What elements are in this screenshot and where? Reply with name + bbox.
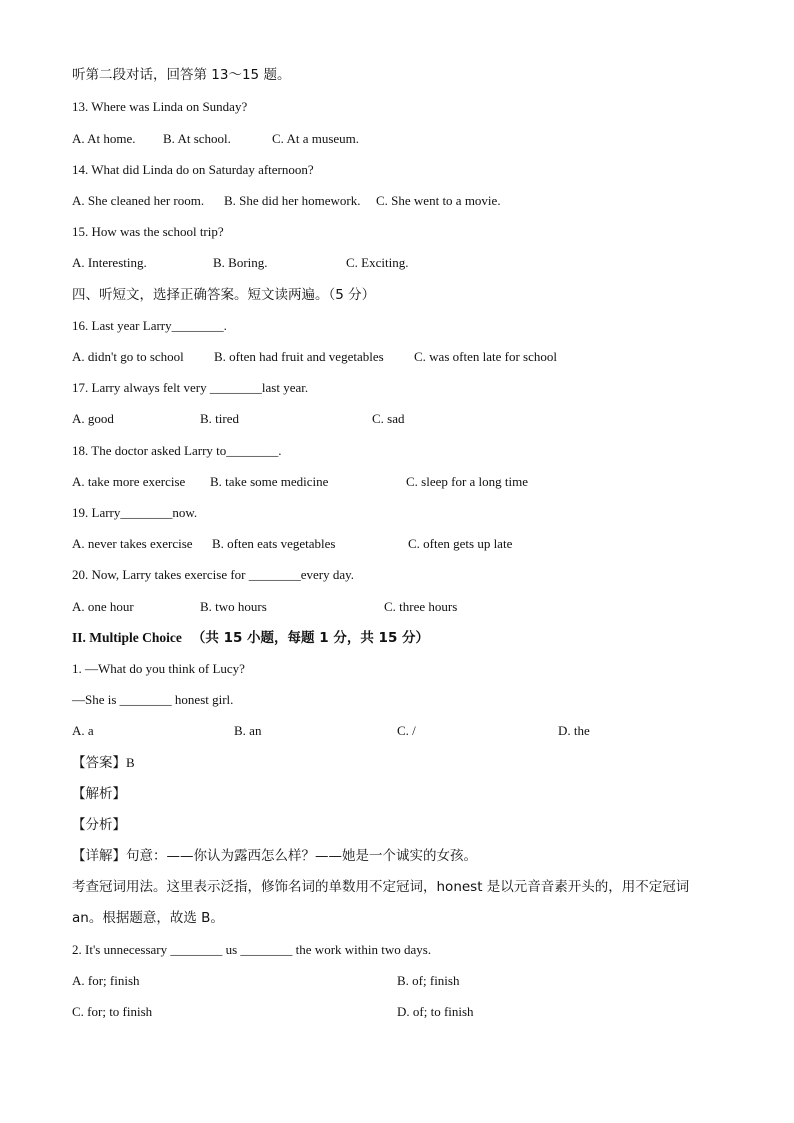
option-a: A. At home. [72, 131, 136, 146]
option-b: B. tired [200, 411, 239, 426]
detail-label: 【详解】 [72, 848, 126, 864]
option-b: B. often had fruit and vegetables [214, 349, 384, 364]
answer [72, 754, 135, 772]
option-d: D. the [558, 723, 590, 738]
question-15-options [0, 254, 794, 272]
heading-text: 听第二段对话，回答第 13～15 题。 [72, 67, 291, 83]
option-b: B. take some medicine [210, 474, 329, 489]
heading-en: II. Multiple Choice [72, 630, 182, 645]
option-a: A. one hour [72, 599, 134, 614]
analysis-line [0, 785, 794, 803]
explanation-line-2 [0, 909, 794, 927]
question-13-options [0, 130, 794, 148]
option-c: C. Exciting. [346, 255, 409, 270]
analysis-label: 【解析】 [72, 786, 126, 802]
option-a: A. She cleaned her room. [72, 193, 205, 208]
question-19-options [0, 535, 794, 553]
question-20 [0, 566, 794, 584]
option-c: C. sleep for a long time [406, 474, 529, 489]
question-16 [0, 317, 794, 335]
heading-text: 四、听短文，选择正确答案。短文读两遍。（5 分） [72, 287, 376, 303]
option-c: C. was often late for school [414, 349, 557, 364]
option-b: B. an [234, 723, 262, 738]
question-stem: 19. Larry________now. [72, 505, 198, 520]
detail-text: 句意：——你认为露西怎么样？——她是一个诚实的女孩。 [126, 848, 477, 864]
question-stem: 16. Last year Larry________. [72, 318, 227, 333]
question-19 [0, 504, 794, 522]
answer-value: B [126, 755, 135, 770]
option-b: B. of; finish [397, 973, 460, 988]
option-b: B. At school. [163, 131, 231, 146]
heading-text [72, 629, 429, 647]
question-18-options [0, 473, 794, 491]
option-c: C. often gets up late [408, 536, 513, 551]
section-heading-multiple-choice [0, 629, 794, 647]
option-d: D. of; to finish [397, 1004, 474, 1019]
option-c: C. At a museum. [272, 131, 360, 146]
question-18 [0, 442, 794, 460]
question-stem: 20. Now, Larry takes exercise for ________every day. [72, 567, 355, 582]
option-c: C. She went to a movie. [376, 193, 501, 208]
fenxi-label: 【分析】 [72, 817, 126, 833]
question-16-options [0, 348, 794, 366]
question-14 [0, 161, 794, 179]
mc-question-1-line2 [0, 691, 794, 709]
option-b: B. two hours [200, 599, 267, 614]
fenxi-line [0, 816, 794, 834]
mc-question-2 [0, 941, 794, 959]
section-heading-listening-4 [0, 286, 794, 304]
explanation-text: an。根据题意，故选 B。 [72, 910, 224, 926]
question-17-options [0, 410, 794, 428]
detail [72, 847, 477, 865]
option-a: A. Interesting. [72, 255, 147, 270]
heading-cn: （共 15 小题，每题 1 分，共 15 分） [191, 630, 430, 646]
option-b: B. Boring. [213, 255, 268, 270]
section-heading-listening-2 [0, 66, 794, 84]
option-c: C. three hours [384, 599, 458, 614]
question-14-options [0, 192, 794, 210]
mc-question-1-options [0, 722, 794, 740]
explanation-line-1 [0, 878, 794, 896]
question-20-options [0, 598, 794, 616]
option-a: A. good [72, 411, 114, 426]
option-b: B. She did her homework. [224, 193, 361, 208]
option-a: A. a [72, 723, 94, 738]
option-a: A. never takes exercise [72, 536, 193, 551]
question-17 [0, 379, 794, 397]
answer-line [0, 754, 794, 772]
mc-question-2-options-row2 [0, 1003, 794, 1021]
question-stem-2: —She is ________ honest girl. [72, 692, 234, 707]
explanation-text: 考查冠词用法。这里表示泛指，修饰名词的单数用不定冠词，honest 是以元音音素开头的，用不定冠词 [72, 879, 690, 895]
option-c: C. sad [372, 411, 405, 426]
option-c: C. for; to finish [72, 1004, 153, 1019]
answer-label: 【答案】 [72, 755, 126, 771]
question-stem: 13. Where was Linda on Sunday? [72, 99, 248, 114]
question-stem: 18. The doctor asked Larry to________. [72, 443, 282, 458]
question-stem: 17. Larry always felt very ________last year. [72, 380, 309, 395]
question-stem: 2. It's unnecessary ________ us ________ the work within two days. [72, 942, 432, 957]
question-13 [0, 98, 794, 116]
question-stem: 14. What did Linda do on Saturday afternoon? [72, 162, 314, 177]
mc-question-2-options-row1 [0, 972, 794, 990]
option-a: A. take more exercise [72, 474, 186, 489]
mc-question-1 [0, 660, 794, 678]
question-15 [0, 223, 794, 241]
question-stem: 1. —What do you think of Lucy? [72, 661, 245, 676]
option-a: A. didn't go to school [72, 349, 184, 364]
detail-line [0, 847, 794, 865]
option-a: A. for; finish [72, 973, 140, 988]
question-stem: 15. How was the school trip? [72, 224, 224, 239]
option-b: B. often eats vegetables [212, 536, 336, 551]
option-c: C. / [397, 723, 416, 738]
